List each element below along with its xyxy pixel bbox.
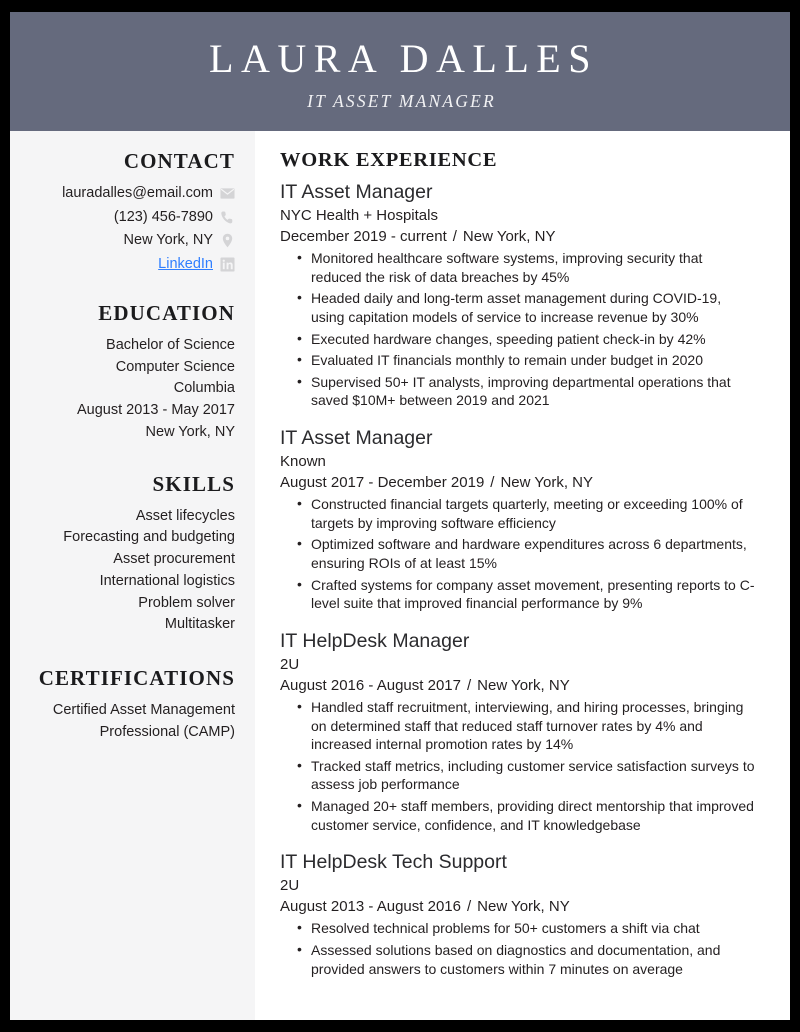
job-dates: December 2019 - current <box>280 227 447 245</box>
certification-line: Professional (CAMP) <box>99 724 235 741</box>
job-meta-separator: / <box>466 676 472 694</box>
contact-item-linkedin[interactable] <box>24 254 235 275</box>
envelope-icon <box>220 186 235 201</box>
work-experience-section <box>255 131 790 1020</box>
phone-icon <box>220 210 235 225</box>
skill-item: Problem solver <box>138 594 235 611</box>
job-bullet: • Monitored healthcare software systems, improving security that reduced the risk of data breaches by 45% <box>311 249 756 286</box>
job-title: IT HelpDesk Tech Support <box>280 851 507 874</box>
job-location: New York, NY <box>477 676 570 694</box>
certifications-heading: CERTIFICATIONS <box>38 666 235 691</box>
skill-item: International logistics <box>99 572 235 589</box>
job-dates: August 2016 - August 2017 <box>280 676 461 694</box>
job-meta-separator: / <box>490 473 495 491</box>
job-bullet: • Tracked staff metrics, including customer service satisfaction surveys to assess job performance <box>311 757 756 794</box>
job-meta <box>280 226 756 247</box>
job-bullet-list <box>280 249 756 410</box>
job-bullet-list <box>280 495 756 613</box>
job-bullet: • Assessed solutions based on diagnostics and documentation, and provided answers to customers within 7 minutes on average <box>311 941 756 978</box>
education-section <box>24 301 235 444</box>
job-title: IT Asset Manager <box>280 427 433 450</box>
job-entry <box>280 851 756 978</box>
candidate-name: LAURA DALLES <box>209 35 598 81</box>
contact-item-location <box>24 230 235 251</box>
skill-item: Asset procurement <box>113 551 235 568</box>
contact-section <box>24 149 235 275</box>
job-entry <box>280 630 756 834</box>
job-meta <box>280 472 756 493</box>
job-dates: August 2017 - December 2019 <box>280 473 485 491</box>
job-meta <box>280 675 756 696</box>
job-bullet: • Resolved technical problems for 50+ customers a shift via chat <box>311 919 756 938</box>
education-location: New York, NY <box>145 423 235 440</box>
job-title: IT Asset Manager <box>280 181 433 203</box>
work-experience-heading: WORK EXPERIENCE <box>280 149 498 171</box>
job-bullet: • Optimized software and hardware expenditures across 6 departments, ensuring ROIs of at least 15% <box>311 535 756 572</box>
job-dates: August 2013 - August 2016 <box>280 898 461 916</box>
job-meta <box>280 896 756 917</box>
job-bullet: • Crafted systems for company asset movement, presenting reports to C-level suite that improved financial performance by 9% <box>311 576 756 613</box>
job-company: 2U <box>280 877 300 895</box>
certification-line: Certified Asset Management <box>52 702 235 719</box>
skill-item: Asset lifecycles <box>135 507 235 524</box>
job-bullet: • Constructed financial targets quarterly, meeting or exceeding 100% of targets by improving software efficiency <box>311 495 756 532</box>
job-bullet: • Managed 20+ staff members, providing direct mentorship that improved customer service, confidence, and IT knowledgebase <box>311 797 756 834</box>
education-degree: Bachelor of Science <box>106 336 235 353</box>
job-meta-separator: / <box>466 898 472 916</box>
contact-heading: CONTACT <box>123 149 235 173</box>
contact-item-email <box>24 183 235 204</box>
job-title: IT HelpDesk Manager <box>280 629 470 652</box>
certifications-section <box>24 666 235 744</box>
skills-heading: SKILLS <box>152 471 235 496</box>
education-heading: EDUCATION <box>98 300 235 325</box>
job-company: 2U <box>280 655 300 673</box>
job-entry <box>280 181 756 410</box>
sidebar <box>10 131 255 1020</box>
resume-header-banner <box>10 12 790 131</box>
contact-item-phone <box>24 207 235 228</box>
job-company: Known <box>280 452 326 470</box>
candidate-job-title: IT ASSET MANAGER <box>307 90 496 111</box>
contact-location-text: New York, NY <box>123 232 213 249</box>
location-pin-icon <box>220 233 235 248</box>
education-major: Computer Science <box>115 358 235 375</box>
job-meta-separator: / <box>452 227 457 245</box>
job-location: New York, NY <box>462 227 556 245</box>
job-bullet: • Executed hardware changes, speeding patient check-in by 42% <box>311 330 756 349</box>
job-entry <box>280 427 756 613</box>
job-bullet: • Headed daily and long-term asset management during COVID-19, using capitation models of service to increase revenue by 30% <box>311 289 756 326</box>
skill-item: Multitasker <box>164 616 235 633</box>
job-bullet: • Handled staff recruitment, interviewing, and hiring processes, bringing on determined staff that reduced staff turnover rates by 4% and increased internal promotion rates by 14% <box>311 698 756 754</box>
contact-email-text: lauradalles@email.com <box>62 185 213 202</box>
job-location: New York, NY <box>477 898 570 916</box>
linkedin-icon <box>220 257 235 272</box>
job-bullet: • Evaluated IT financials monthly to remain under budget in 2020 <box>311 351 756 370</box>
job-bullet-list <box>280 698 756 834</box>
education-school: Columbia <box>173 380 235 397</box>
skill-item: Forecasting and budgeting <box>63 529 235 546</box>
linkedin-link[interactable]: LinkedIn <box>158 255 213 272</box>
education-dates: August 2013 - May 2017 <box>77 402 235 419</box>
job-location: New York, NY <box>500 473 594 491</box>
resume-page <box>10 12 790 1020</box>
job-bullet-list <box>280 919 756 978</box>
skills-section <box>24 472 235 637</box>
resume-body <box>10 131 790 1020</box>
job-bullet: • Supervised 50+ IT analysts, improving departmental operations that saved $10M+ between 2019 and 2021 <box>311 373 756 410</box>
job-company: NYC Health + Hospitals <box>280 206 438 224</box>
contact-phone-text: (123) 456-7890 <box>113 208 213 225</box>
